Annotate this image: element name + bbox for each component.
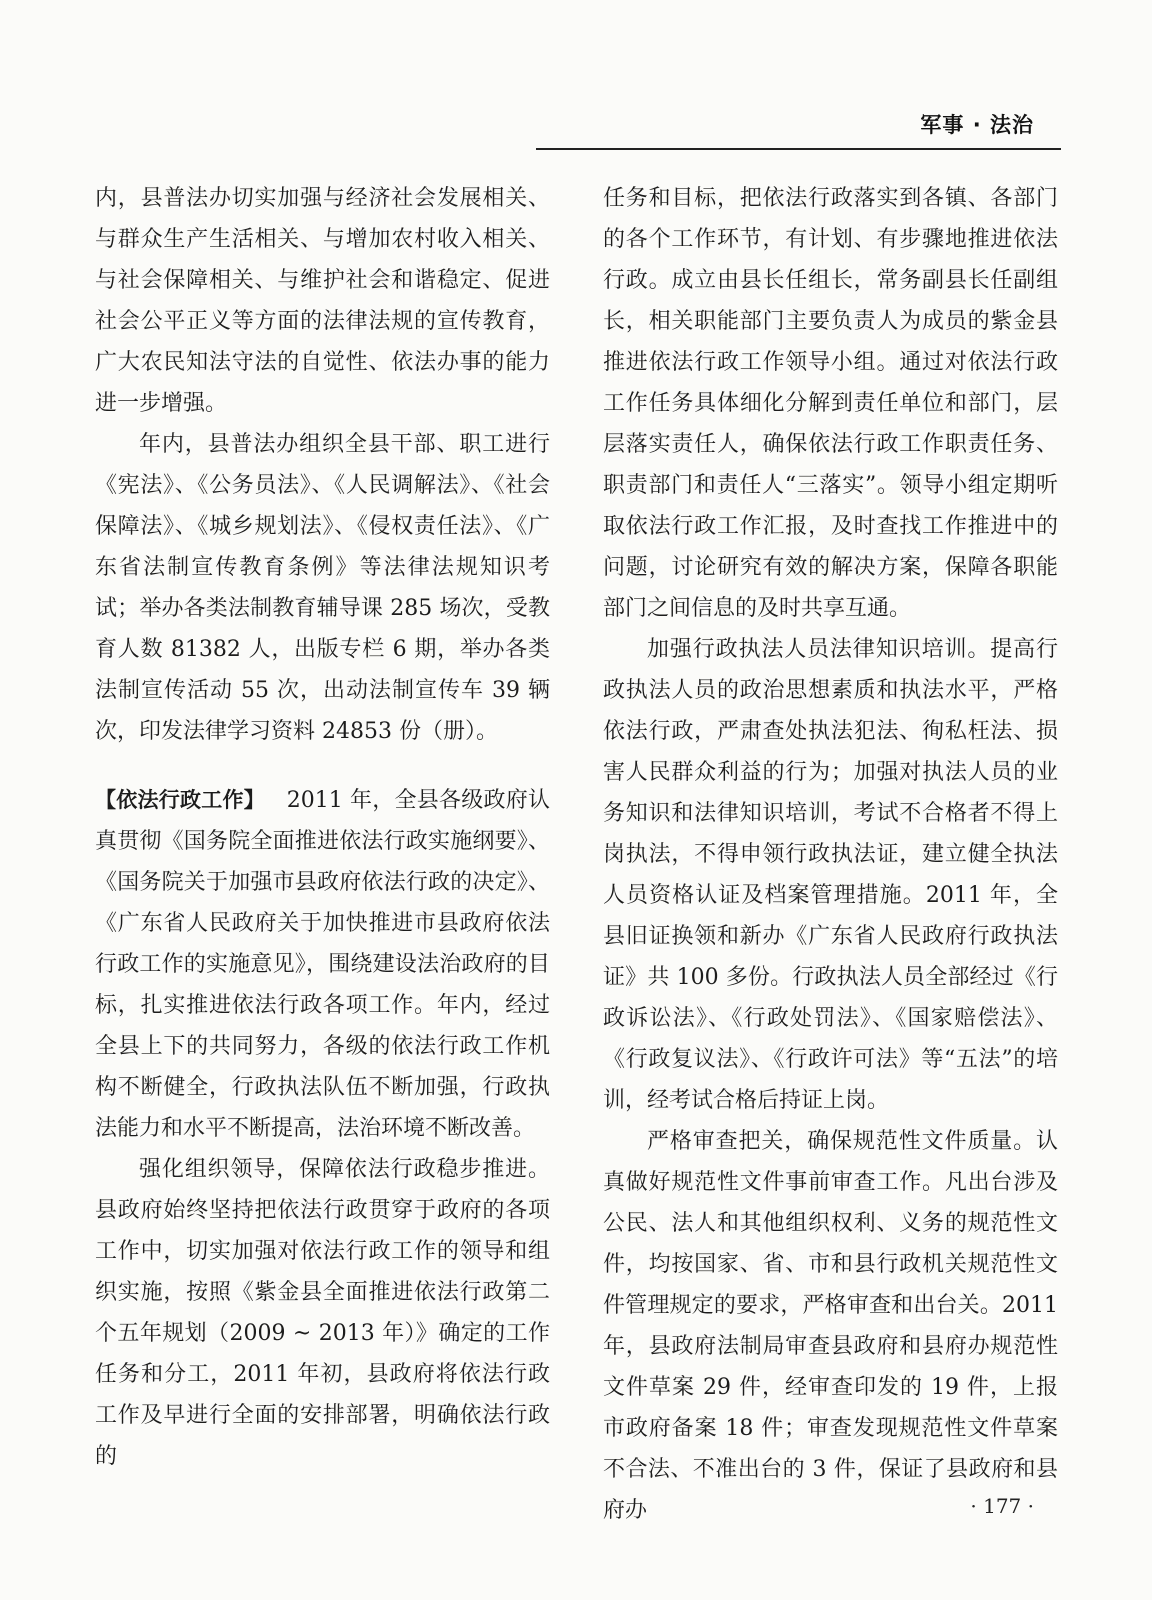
paragraph: 严格审查把关，确保规范性文件质量。认真做好规范性文件事前审查工作。凡出台涉及公民、法人和其他组织权利、义务的规范性文件，均按国家、省、市和县行政机关规范性文件管理规定的要求，严格审查和出台关。2011 年，县政府法制局审查县政府和县府办规范性文件草案 29 件，经审查印发的 19 件，上报市政府备案 18 件；审查发现规范性文件草案不合法、不准出台的 3 件，保证了县政府和县府办 bbox=[603, 1129, 1058, 1523]
paragraph-administration bbox=[95, 780, 550, 1149]
section-heading: 【依法行政工作】 bbox=[95, 788, 266, 812]
paragraph: 任务和目标，把依法行政落实到各镇、各部门的各个工作环节，有计划、有步骤地推进依法行政。成立由县长任组长，常务副县长任副组长，相关职能部门主要负责人为成员的紫金县推进依法行政工作领导小组。通过对依法行政工作任务具体细化分解到责任单位和部门，层层落实责任人，确保依法行政工作职责任务、职责部门和责任人“三落实”。领导小组定期听取依法行政工作汇报，及时查找工作推进中的问题，讨论研究有效的解决方案，保障各职能部门之间信息的及时共享互通。 bbox=[603, 186, 1058, 621]
paragraph-text: 2011 年，全县各级政府认真贯彻《国务院全面推进依法行政实施纲要》、《国务院关于加强市县政府依法行政的决定》、《广东省人民政府关于加快推进市县政府依法行政工作的实施意见》，围绕建设法治政府的目标，扎实推进依法行政各项工作。年内，经过全县上下的共同努力，各级的依法行政工作机构不断健全，行政执法队伍不断加强，行政执法能力和水平不断提高，法治环境不断改善。 bbox=[95, 788, 550, 1141]
paragraph: 年内，县普法办组织全县干部、职工进行《宪法》、《公务员法》、《人民调解法》、《社会保障法》、《城乡规划法》、《侵权责任法》、《广东省法制宣传教育条例》等法律法规知识考试；举办各类法制教育辅导课 285 场次，受教育人数 81382 人，出版专栏 6 期，举办各类法制宣传活动 55 次，出动法制宣传车 39 辆次，印发法律学习资料 24853 份（册）。 bbox=[95, 432, 550, 744]
header-rule bbox=[536, 148, 1061, 150]
right-column bbox=[603, 178, 1058, 1531]
left-column bbox=[95, 178, 550, 1477]
section-title: 军事 · 法治 bbox=[920, 113, 1034, 137]
paragraph: 加强行政执法人员法律知识培训。提高行政执法人员的政治思想素质和执法水平，严格依法行政，严肃查处执法犯法、徇私枉法、损害人民群众利益的行为；加强对执法人员的业务知识和法律知识培训，考试不合格者不得上岗执法，不得申领行政执法证，建立健全执法人员资格认证及档案管理措施。2011 年，全县旧证换领和新办《广东省人民政府行政执法证》共 100 多份。行政执法人员全部经过《行政诉讼法》、《行政处罚法》、《国家赔偿法》、《行政复议法》、《行政许可法》等“五法”的培训，经考试合格后持证上岗。 bbox=[603, 637, 1058, 1113]
paragraph: 强化组织领导，保障依法行政稳步推进。县政府始终坚持把依法行政贯穿于政府的各项工作中，切实加强对依法行政工作的领导和组织实施，按照《紫金县全面推进依法行政第二个五年规划（2009 ~ 2013 年）》确定的工作任务和分工，2011 年初，县政府将依法行政工作及早进行全面的安排部署，明确依法行政的 bbox=[95, 1157, 550, 1469]
paragraph: 内，县普法办切实加强与经济社会发展相关、与群众生产生活相关、与增加农村收入相关、与社会保障相关、与维护社会和谐稳定、促进社会公平正义等方面的法律法规的宣传教育，广大农民知法守法的自觉性、依法办事的能力进一步增强。 bbox=[95, 186, 550, 416]
page-number: · 177 · bbox=[970, 1494, 1034, 1518]
